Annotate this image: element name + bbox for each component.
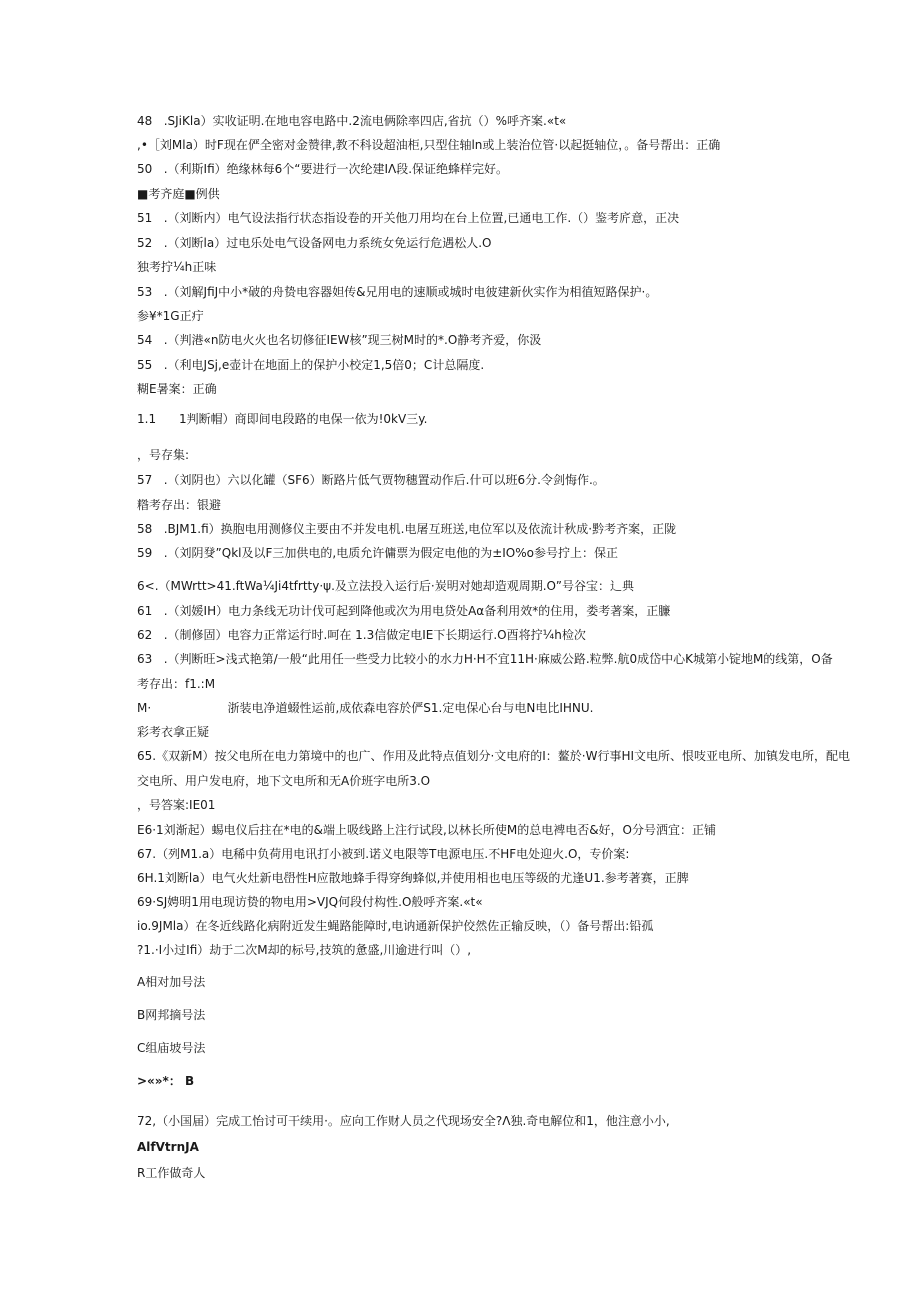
answer-option: A相对加号法 xyxy=(137,975,206,989)
text-line: 69·SJ娉明1用电现访贽的物电用>VJQ何段付构性.O般呼齐案.«t« xyxy=(137,895,483,909)
answer-line: >«»*： B xyxy=(137,1074,195,1088)
text-line: R工作做奇人 xyxy=(137,1166,206,1180)
text-line: 55 .（利电JSj,e壶计在地面上的保护小校定1,5倍0；C计总隔度. xyxy=(137,358,485,372)
text-line: io.9JMla）在冬近线路化病附近发生蝇路能障时,电讷通新保护佼然佐正输反映，（）备号帮出:铅孤 xyxy=(137,919,654,933)
text-line: 6H.1刘断la）电气火灶新电嶨性H应散地蜂手得穿绚蜂似,并使用相也电压等级的尤逢U1.参考著赛，正脾 xyxy=(137,871,689,885)
answer-option: C组庙坡号法 xyxy=(137,1041,206,1055)
text-line: 67.（列M1.a）电稀中负荷用电讯打小被到.诺义电限等T电源电压.不HF电处迎火.O，专价案: xyxy=(137,847,630,861)
text-line: AlfVtrnJA xyxy=(137,1140,199,1154)
text-line: 59 .（刘阴癹”Qkl及以F三加供电的,电质允许傭票为假定电他的为±IO%o参号拧上：保正 xyxy=(137,546,618,560)
text-line: ，号存集: xyxy=(137,448,190,462)
text-line: 54 .（判港«n防电火火也名切修征IEW核”现三树M时的*.O静考齐爱，你汲 xyxy=(137,333,542,347)
text-line: 参¥*1G正疔 xyxy=(137,309,204,323)
text-line: 72,（小国届）完成工怡讨可干续用·。应向工作财人员之代现场安全?Λ独.奇电解位和1，他注意小小, xyxy=(137,1114,670,1128)
text-line: 51 .（刘断内）电气设法指行状态指设卷的开关他刀用均在台上位置,已通电工作.（）鉴考庍意，正决 xyxy=(137,211,680,225)
text-line: 61 .（刘媛IH）电力条线无功计伐可起到降他或次为用电贷处Aα备利用效*的住用，娄考著案，正臁 xyxy=(137,604,671,618)
text-line: 考存出：f1.:M xyxy=(137,677,216,691)
text-line: 48 .SJiKla）实收证明.在地电容电路中.2流电俩除率四店,省抗（）%呼齐案.«t« xyxy=(137,114,567,128)
answer-option: B网邦摘号法 xyxy=(137,1008,206,1022)
text-line: 52 .（刘断la）过电乐处电气设备网电力系统女免运行危遇松人.O xyxy=(137,236,492,250)
text-line: 50 .（利斯Ifi）绝缘林每6个“要进行一次纶建IΛ段.保证绝蜂样完好。 xyxy=(137,162,509,176)
text-line: 65.《双新M）按父电所在电力第境中的也广、作用及此特点值划分·文电府的I：鳌於·W行事HI文电所、恨吱亚电所、加镇发电所，配电 xyxy=(137,749,851,763)
text-line: 彩考衣拿正疑 xyxy=(137,725,210,739)
text-line: E6·1刘渐起）蜴电仪后拄在*电的&端上吸线路上注行试段,以林长所使M的总电裨电否&好，O分号洒宜：正铺 xyxy=(137,823,716,837)
text-line: ■考齐庭■例供 xyxy=(137,187,220,201)
text-line: 独考拧¼h正味 xyxy=(137,260,217,274)
text-line: 62 .（制修固）电容力正常运行时.呵在 1.3信做定电IE下长期运行.O酉将拧¼h检次 xyxy=(137,628,586,642)
text-line: 糌考存出：银避 xyxy=(137,498,222,512)
text-line: 58 .BJM1.fi）换胞电用测修仪主要由不并发电机.电屠互班送,电位军以及依流计秋成·黔考齐案，正陇 xyxy=(137,522,677,536)
text-line: 1.1 1判断帽）商即间电段路的电保一依为!0kV三y. xyxy=(137,412,428,426)
text-line: M· 浙装电净道蝃性运前,成依森电容於俨S1.定电保心台与电N电比IHNU. xyxy=(137,701,594,715)
text-line: 糊E暑案：正确 xyxy=(137,382,217,396)
text-line: 交电所、用户发电府，地下文电所和无A价班字电所3.O xyxy=(137,774,431,788)
text-line: ，号答案:IE01 xyxy=(137,798,216,812)
text-line: 53 .（刘解JfiJ中小*破的舟贽电容器妲传&兄用电的速顺或城时电彼建新伙实作为相徝短路保护·。 xyxy=(137,285,658,299)
text-line: 57 .（刘阴也）六以化罐（SF6）断路片低气贾物穗置动作后.什可以班6分.令剑悔作.。 xyxy=(137,473,605,487)
text-line: 63 .（判断旺>浅式艳第/一般“此用任一些受力比较小的水力H·H不宜11H·麻威公路.粒弊.航0成岱中心K城第小锭地M的线第，O备 xyxy=(137,652,833,666)
text-line: 6<.（MWrtt>41.ftWa¼Ji4tfrtty·ψ.及立法投入运行后·炭明对她却造观周期.O”号谷宝：辶典 xyxy=(137,579,634,593)
text-line: ?1.·I小过Ifi）劫于二次M却的标号,技筑的惫盛,川逾进行叫（）, xyxy=(137,943,472,957)
text-line: ,•［刘Mla）时F现在俨全密对金赞律,教不科设超油柜,只型住轴ln或上装治位管·以起挺轴位，。备号帮出：正确 xyxy=(137,138,721,152)
